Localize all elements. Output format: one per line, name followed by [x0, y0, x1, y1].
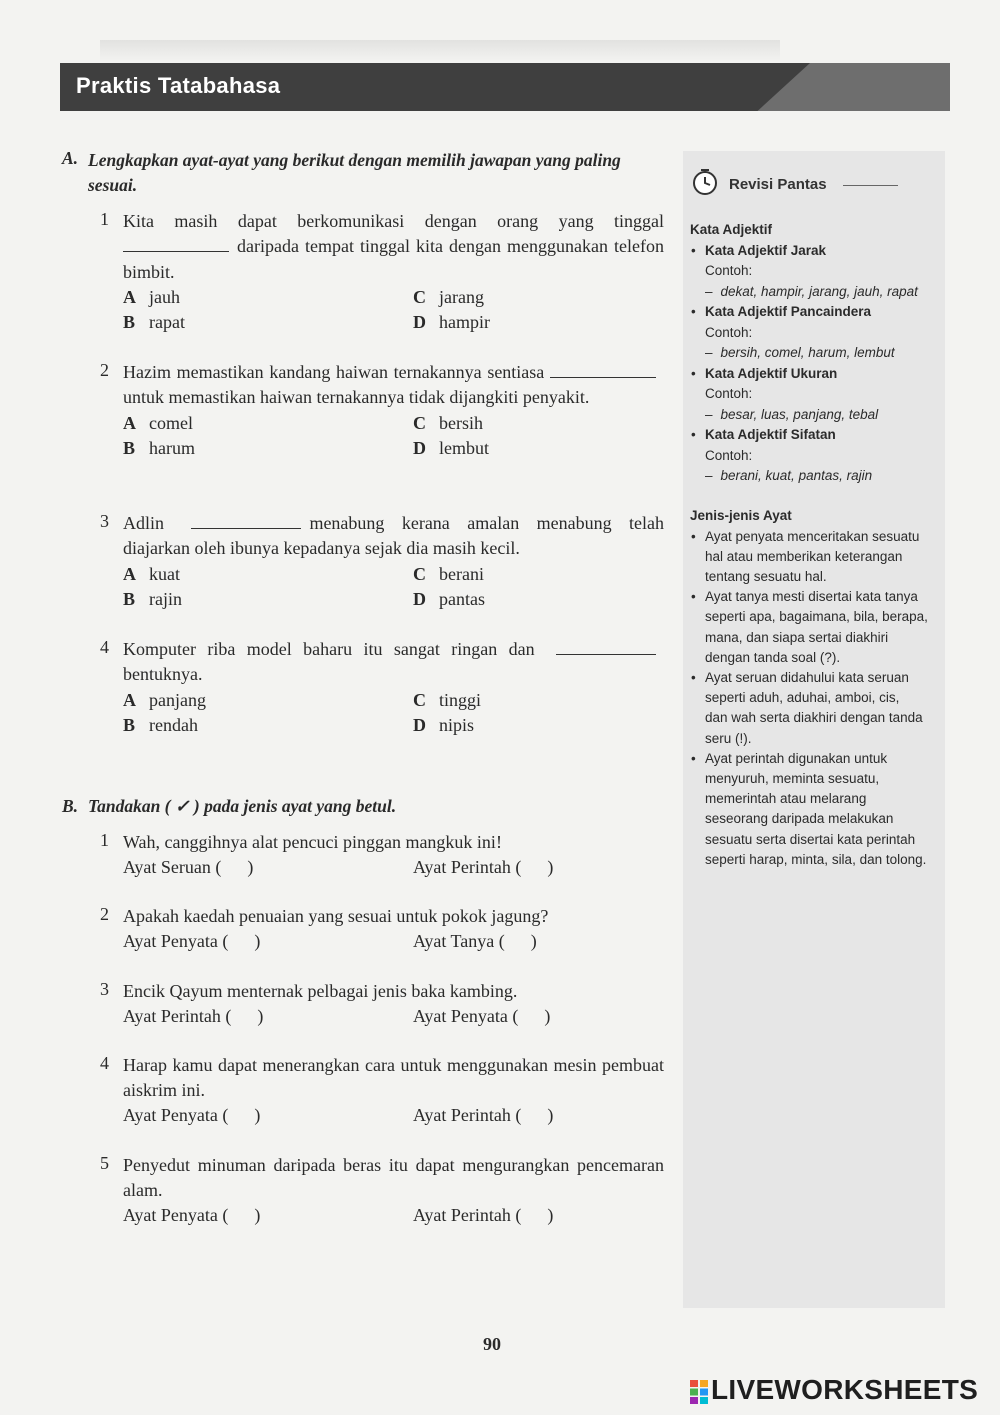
option-d[interactable]: D nipis — [413, 714, 475, 735]
question-a3 — [100, 511, 664, 612]
page-title: Praktis Tatabahasa — [76, 73, 281, 98]
option-b[interactable]: B rapat — [123, 311, 185, 332]
option-b[interactable]: B rajin — [123, 588, 182, 609]
sidebar-title: Revisi Pantas — [729, 176, 827, 193]
question-a2 — [100, 360, 664, 461]
revision-sidebar — [683, 151, 945, 1308]
choice-right[interactable]: Ayat Penyata ( ) — [413, 1006, 551, 1026]
note-bullet: • Kata Adjektif Pancaindera — [690, 302, 935, 323]
question-number: 3 — [100, 979, 109, 999]
example-list: – berani, kuat, pantas, rajin — [705, 468, 873, 483]
option-b[interactable]: B rendah — [123, 714, 198, 735]
question-text: Encik Qayum menternak pelbagai jenis baka kambing. — [123, 981, 518, 1001]
note-bullet: • Ayat penyata menceritakan sesuatu hal atau memberikan keterangan tentang sesuatu hal. — [690, 527, 935, 588]
question-text-after: menabung kerana amalan menabung telah diajarkan oleh ibunya kepadanya sejak dia masih kecil. — [123, 513, 664, 559]
question-text-before: Adlin — [123, 513, 165, 533]
choice-right[interactable]: Ayat Tanya ( ) — [413, 931, 537, 951]
question-text-after: untuk memastikan haiwan ternakannya tidak dijangkiti penyakit. — [123, 387, 590, 408]
answer-blank[interactable] — [123, 237, 229, 252]
choice-right[interactable]: Ayat Perintah ( ) — [413, 1105, 554, 1125]
sentence-type-notes — [690, 506, 935, 870]
brand-grid-icon — [690, 1380, 708, 1404]
choice-left[interactable]: Ayat Seruan ( ) — [123, 857, 254, 877]
question-number: 3 — [100, 511, 109, 531]
choice-left[interactable]: Ayat Penyata ( ) — [123, 931, 261, 951]
question-text: Wah, canggihnya alat pencuci pinggan mangkuk ini! — [123, 832, 502, 852]
question-stem — [123, 511, 664, 562]
note-bullet: • Kata Adjektif Ukuran — [690, 364, 935, 385]
question-number: 1 — [100, 830, 109, 850]
question-stem — [123, 209, 664, 285]
note-bullet: • Ayat tanya mesti disertai kata tanya seperti apa, bagaimana, bila, berapa, mana, dan siapa sertai diakhiri dengan tanda soal (?). — [690, 587, 935, 668]
answer-blank[interactable] — [191, 514, 301, 529]
example-list: – besar, luas, panjang, tebal — [705, 406, 879, 422]
option-d[interactable]: D hampir — [413, 311, 490, 332]
question-stem — [123, 360, 664, 411]
choice-right[interactable]: Ayat Perintah ( ) — [413, 1205, 554, 1225]
question-b2 — [100, 904, 664, 951]
notes-heading: Kata Adjektif — [690, 222, 773, 237]
question-b4 — [100, 1053, 664, 1125]
answer-blank[interactable] — [550, 363, 656, 378]
example-label: Contoh: — [705, 386, 753, 401]
example-label: Contoh: — [705, 263, 753, 278]
question-text: Penyedut minuman daripada beras itu dapat mengurangkan pencemaran alam. — [123, 1155, 664, 1201]
adjective-notes — [690, 220, 935, 487]
question-number: 1 — [100, 209, 109, 229]
section-a-instruction: Lengkapkan ayat-ayat yang berikut dengan memilih jawapan yang paling sesuai. — [88, 150, 621, 195]
question-text-after: bentuknya. — [123, 664, 203, 685]
answer-blank[interactable] — [556, 640, 656, 655]
question-text: Harap kamu dapat menerangkan cara untuk menggunakan mesin pembuat aiskrim ini. — [123, 1055, 664, 1101]
question-number: 4 — [100, 1053, 109, 1073]
question-text-after: daripada tempat tinggal kita dengan menggunakan telefon bimbit. — [123, 236, 664, 282]
brand-text: LIVEWORKSHEETS — [711, 1374, 979, 1405]
section-a-letter: A. — [62, 148, 79, 168]
page-number: 90 — [483, 1334, 501, 1354]
option-grid — [123, 562, 664, 612]
question-a4 — [100, 637, 664, 738]
note-bullet: • Kata Adjektif Sifatan — [690, 425, 935, 446]
section-b-letter: B. — [62, 796, 79, 816]
question-b5 — [100, 1153, 664, 1225]
section-b-instruction: Tandakan ( ✓ ) pada jenis ayat yang betul. — [88, 796, 397, 816]
option-grid — [123, 411, 664, 461]
choice-left[interactable]: Ayat Penyata ( ) — [123, 1205, 261, 1225]
option-a[interactable]: A jauh — [123, 286, 180, 307]
question-number: 2 — [100, 360, 109, 380]
question-text-before: Komputer riba model baharu itu sangat ringan dan — [123, 639, 535, 659]
page-shadow — [100, 40, 780, 62]
option-c[interactable]: C bersih — [413, 412, 483, 433]
option-b[interactable]: B harum — [123, 437, 195, 458]
option-c[interactable]: C jarang — [413, 286, 484, 307]
title-rule — [843, 185, 898, 186]
question-text: Apakah kaedah penuaian yang sesuai untuk pokok jagung? — [123, 906, 549, 926]
option-c[interactable]: C berani — [413, 563, 484, 584]
option-c[interactable]: C tinggi — [413, 689, 482, 710]
question-stem — [123, 637, 664, 688]
question-text-before: Kita masih dapat berkomunikasi dengan orang yang tinggal — [123, 211, 664, 231]
question-a1 — [100, 209, 664, 335]
note-bullet: • Ayat seruan didahului kata seruan seperti aduh, aduhai, amboi, cis, dan wah serta diakhiri dengan tanda seru (!). — [690, 668, 935, 749]
question-number: 5 — [100, 1153, 109, 1173]
option-a[interactable]: A comel — [123, 412, 193, 433]
choice-left[interactable]: Ayat Perintah ( ) — [123, 1006, 264, 1026]
choice-right[interactable]: Ayat Perintah ( ) — [413, 857, 554, 877]
question-b3 — [100, 979, 664, 1026]
clock-icon — [691, 168, 719, 196]
option-a[interactable]: A kuat — [123, 563, 180, 584]
example-label: Contoh: — [705, 447, 753, 463]
example-list: – bersih, comel, harum, lembut — [705, 345, 895, 360]
example-label: Contoh: — [705, 324, 753, 340]
option-grid — [123, 285, 664, 335]
liveworksheets-logo[interactable] — [690, 1374, 990, 1408]
option-d[interactable]: D lembut — [413, 437, 489, 458]
note-bullet: • Ayat perintah digunakan untuk menyuruh, meminta sesuatu, memerintah atau melarang seseorang daripada melakukan sesuatu serta disertai kata perintah seperti harap, minta, sila, dan tolong. — [690, 749, 935, 870]
question-number: 2 — [100, 904, 109, 924]
question-text-before: Hazim memastikan kandang haiwan ternakannya sentiasa — [123, 362, 545, 382]
choice-left[interactable]: Ayat Penyata ( ) — [123, 1105, 261, 1125]
option-grid — [123, 688, 664, 738]
question-number: 4 — [100, 637, 109, 657]
question-b1 — [100, 830, 664, 877]
note-bullet: • Kata Adjektif Jarak — [690, 241, 935, 262]
example-list: – dekat, hampir, jarang, jauh, rapat — [705, 283, 918, 299]
option-d[interactable]: D pantas — [413, 588, 485, 609]
option-a[interactable]: A panjang — [123, 689, 206, 710]
notes-heading: Jenis-jenis Ayat — [690, 508, 792, 523]
